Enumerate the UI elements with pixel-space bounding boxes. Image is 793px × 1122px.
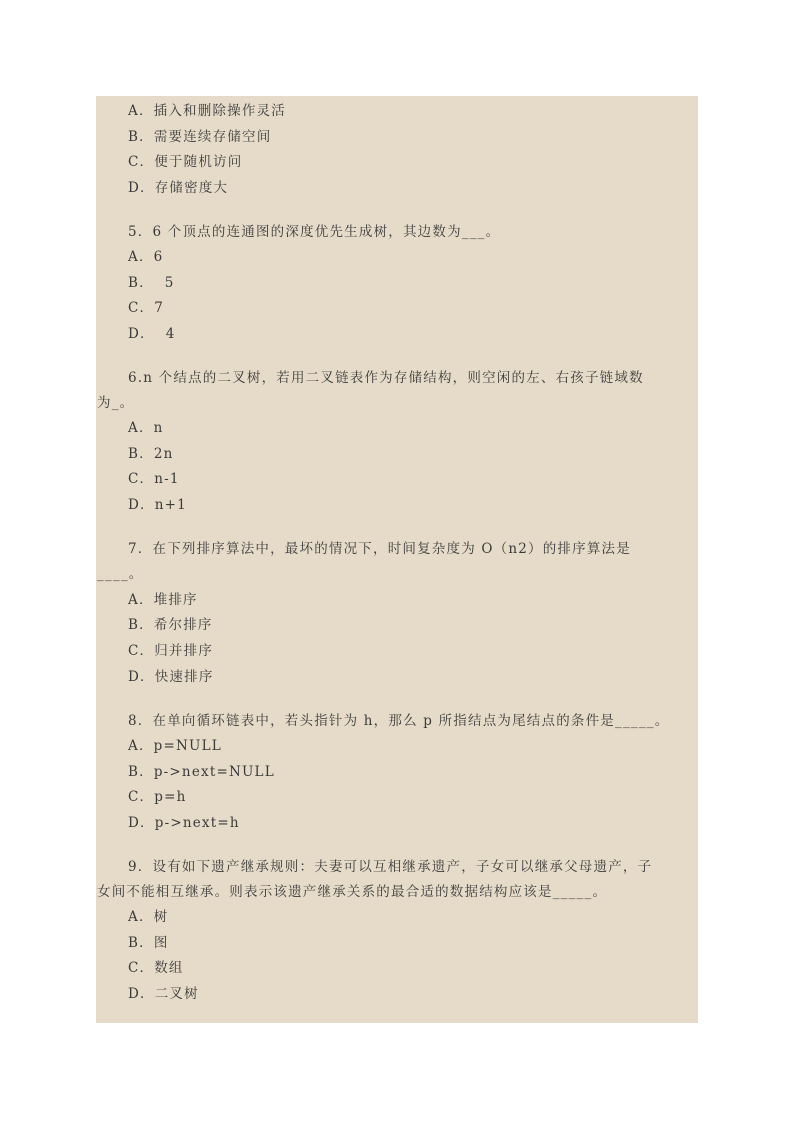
q4-option-b: B．需要连续存储空间 (128, 129, 272, 145)
q8-option-a: A．p=NULL (128, 738, 222, 754)
q9-option-a: A．树 (128, 909, 169, 925)
q8-stem: 8．在单向循环链表中，若头指针为 h，那么 p 所指结点为尾结点的条件是_____。 (128, 713, 670, 729)
q8-option-d: D．p->next=h (128, 815, 240, 831)
q5-stem: 5．6 个顶点的连通图的深度优先生成树，其边数为___。 (128, 224, 501, 240)
q7-stem-line-1: 7．在下列排序算法中，最坏的情况下，时间复杂度为 O（n2）的排序算法是 (128, 541, 631, 557)
q9-option-b: B．图 (128, 935, 169, 951)
q6-option-a: A．n (128, 420, 164, 436)
q8-option-b: B．p->next=NULL (128, 764, 275, 780)
q7-option-a: A．堆排序 (128, 592, 198, 608)
q4-option-d: D．存储密度大 (128, 180, 229, 196)
q6-stem-line-2: 为_。 (97, 395, 135, 411)
q7-option-b: B．希尔排序 (128, 617, 213, 633)
q5-option-c: C．7 (128, 300, 165, 316)
q9-stem-line-1: 9．设有如下遗产继承规则：夫妻可以互相继承遗产，子女可以继承父母遗产，子 (128, 859, 653, 875)
q7-option-d: D．快速排序 (128, 669, 214, 685)
q6-option-b: B．2n (128, 446, 174, 462)
q6-option-c: C．n-1 (128, 471, 180, 487)
q5-option-a: A．6 (128, 249, 164, 265)
q5-option-d: D． 4 (128, 326, 176, 342)
q6-stem-line-1: 6.n 个结点的二叉树，若用二叉链表作为存储结构，则空闲的左、右孩子链域数 (128, 370, 644, 386)
q8-option-c: C．p=h (128, 789, 187, 805)
q7-stem-line-2: ____。 (97, 566, 144, 582)
q7-option-c: C．归并排序 (128, 643, 214, 659)
q4-option-c: C．便于随机访问 (128, 154, 243, 170)
q9-option-c: C．数组 (128, 960, 184, 976)
q5-option-b: B． 5 (128, 275, 175, 291)
q9-option-d: D．二叉树 (128, 986, 199, 1002)
q4-option-a: A．插入和删除操作灵活 (128, 103, 286, 119)
q6-option-d: D．n+1 (128, 497, 187, 513)
q9-stem-line-2: 女间不能相互继承。则表示该遗产继承关系的最合适的数据结构应该是_____。 (97, 884, 608, 900)
